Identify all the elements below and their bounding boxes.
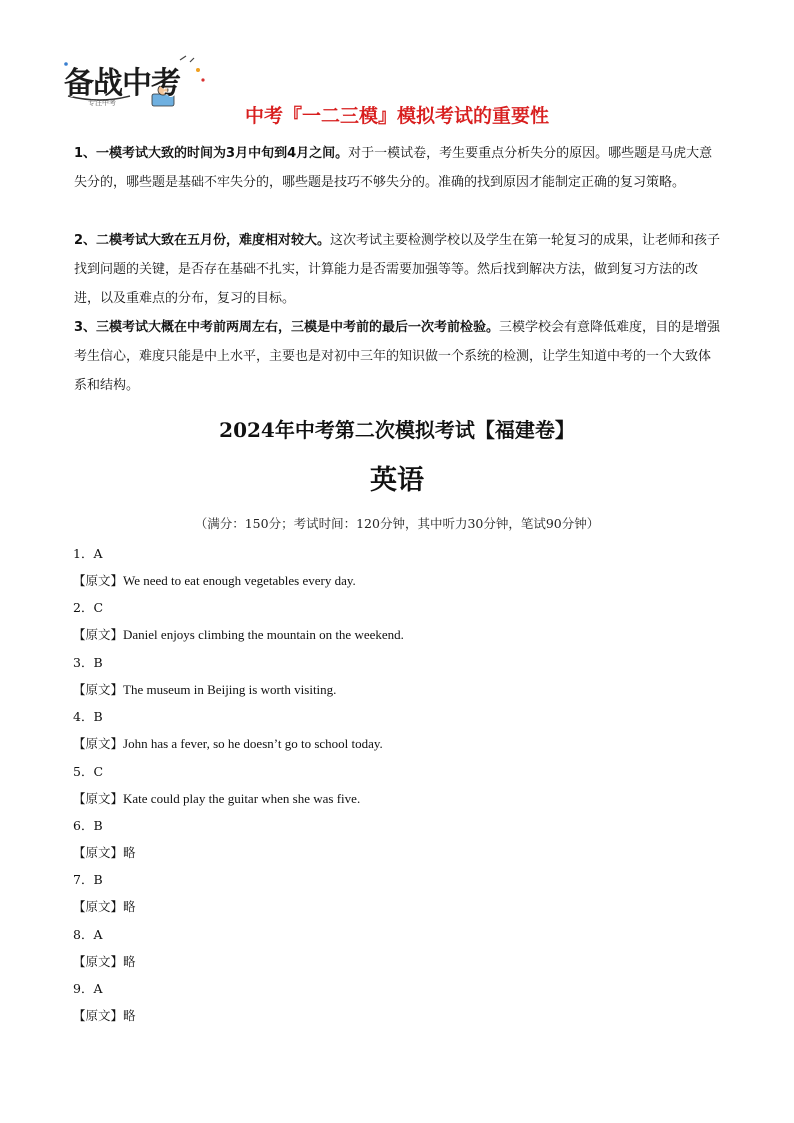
answer-item xyxy=(73,866,723,920)
answer-source xyxy=(73,1006,136,1024)
source-tag: 【原文】 xyxy=(73,736,124,752)
intro-paragraph-3-text: 三模学校会有意降低难度，目的是增强考生信心，难度只能是中上水平，主要也是对初中三年的知识做一个系统的检测，让学生知道中考的一个大致体系和结构。 xyxy=(74,320,721,393)
source-text: 略 xyxy=(123,953,136,969)
answer-item xyxy=(73,649,723,703)
logo-text: 备战中考 xyxy=(64,66,180,101)
source-tag: 【原文】 xyxy=(73,627,124,643)
source-text: Daniel enjoys climbing the mountain on the weekend. xyxy=(123,627,404,643)
source-text: 略 xyxy=(123,899,136,915)
intro-paragraph-3 xyxy=(74,313,722,400)
answer-source xyxy=(73,571,356,589)
source-tag: 【原文】 xyxy=(73,899,124,915)
logo-subtext: 专注中考 xyxy=(88,99,116,107)
answer-number: 3．B xyxy=(73,654,103,670)
source-text: Kate could play the guitar when she was five. xyxy=(123,790,361,806)
source-text: 略 xyxy=(123,1008,136,1024)
source-text: 略 xyxy=(123,844,136,860)
intro-paragraph-1 xyxy=(74,139,722,197)
answer-list xyxy=(73,540,723,1030)
source-tag: 【原文】 xyxy=(73,1008,124,1024)
intro-paragraph-2-bold: 2、二模考试大致在五月份，难度相对较大。 xyxy=(74,233,331,248)
exam-title: 2024年中考第二次模拟考试【福建卷】 xyxy=(219,418,575,442)
answer-number: 6．B xyxy=(73,817,103,833)
answer-item xyxy=(73,812,723,866)
answer-source xyxy=(73,680,336,698)
source-tag: 【原文】 xyxy=(73,790,124,806)
answer-source xyxy=(73,734,383,752)
exam-subject: 英语 xyxy=(370,465,424,496)
source-tag: 【原文】 xyxy=(73,573,124,588)
answer-number: 8．A xyxy=(73,926,103,942)
intro-paragraph-3-bold: 3、三模考试大概在中考前两周左右，三模是中考前的最后一次考前检验。 xyxy=(74,320,500,335)
answer-number: 7．B xyxy=(73,872,103,888)
exam-info: （满分：150分；考试时间：120分钟，其中听力30分钟，笔试90分钟） xyxy=(194,516,600,531)
intro-paragraph-2 xyxy=(74,226,722,313)
answer-number: 2．C xyxy=(73,600,104,616)
source-text: We need to eat enough vegetables every day. xyxy=(123,573,356,588)
source-tag: 【原文】 xyxy=(73,953,124,969)
source-text: The museum in Beijing is worth visiting. xyxy=(123,681,337,697)
answer-item xyxy=(73,594,723,648)
answer-source xyxy=(73,843,136,861)
answer-item xyxy=(73,540,723,594)
source-tag: 【原文】 xyxy=(73,844,124,860)
answer-number: 1．A xyxy=(73,546,103,561)
answer-source xyxy=(73,789,360,807)
page-header-title: 中考『一二三模』模拟考试的重要性 xyxy=(244,105,549,127)
answer-number: 4．B xyxy=(73,709,103,725)
answer-source xyxy=(73,897,136,915)
intro-paragraph-2-text: 这次考试主要检测学校以及学生在第一轮复习的成果，让老师和孩子找到问题的关键，是否存在基础不扎实，计算能力是否需要加强等等。然后找到解决方法，做到复习方法的改进，以及重难点的分布，复习的目标。 xyxy=(74,233,721,306)
answer-item xyxy=(73,975,723,1029)
intro-paragraph-1-text: 对于一模试卷，考生要重点分析失分的原因。哪些题是马虎大意失分的，哪些题是基础不牢失分的，哪些题是技巧不够失分的。准确的找到原因才能制定正确的复习策略。 xyxy=(74,146,713,190)
intro-paragraph-1-bold: 1、一模考试大致的时间为3月中旬到4月之间。 xyxy=(74,146,349,161)
answer-item xyxy=(73,703,723,757)
answer-source xyxy=(73,952,136,970)
source-tag: 【原文】 xyxy=(73,681,124,697)
answer-source xyxy=(73,625,404,643)
answer-number: 9．A xyxy=(73,981,103,997)
source-text: John has a fever, so he doesn’t go to school today. xyxy=(123,736,383,752)
answer-number: 5．C xyxy=(73,763,104,779)
answer-item xyxy=(73,921,723,975)
answer-item xyxy=(73,758,723,812)
